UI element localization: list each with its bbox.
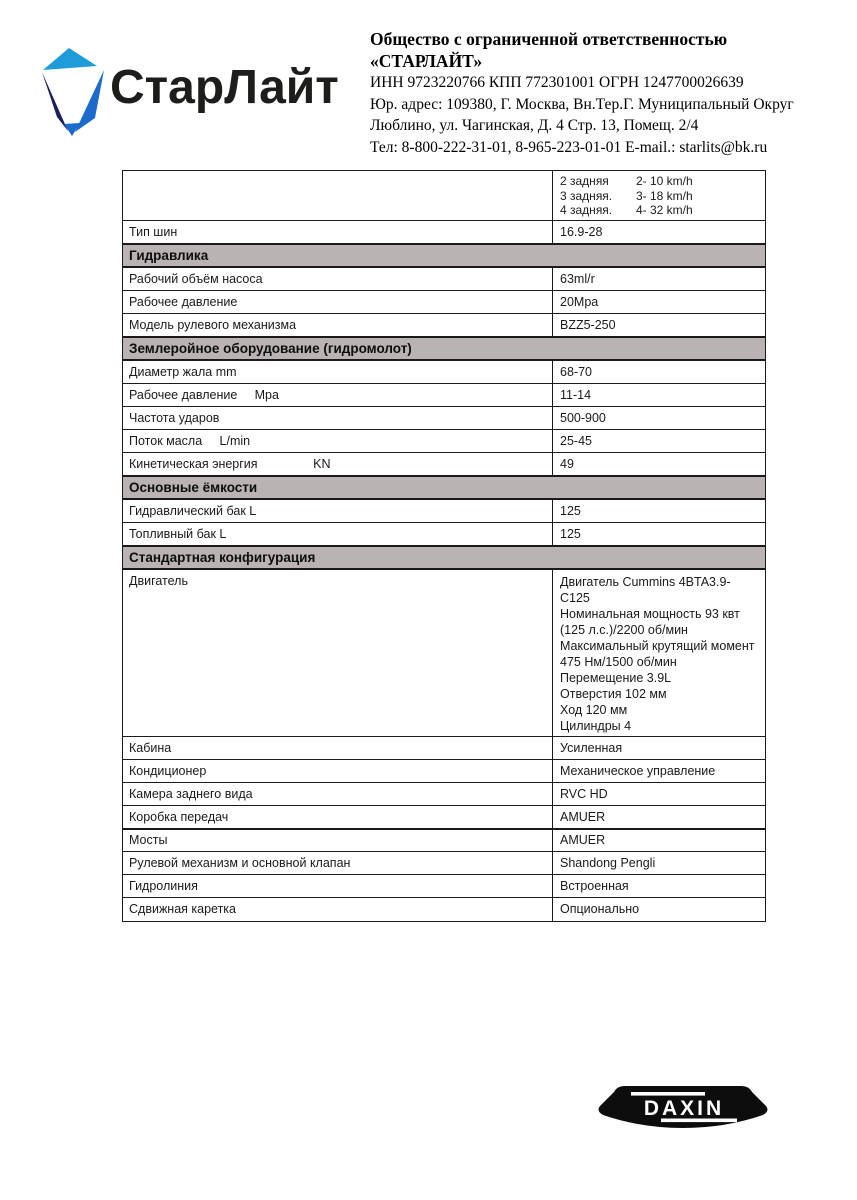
- spec-label: Модель рулевого механизма: [123, 314, 553, 336]
- spec-value-line: Цилиндры 4: [560, 718, 632, 733]
- table-row: [123, 314, 765, 337]
- spec-value: Встроенная: [560, 878, 629, 893]
- spec-value: 63ml/r: [560, 271, 595, 286]
- spec-value: [553, 570, 765, 736]
- speed-value: 2- 10 km/h: [636, 174, 693, 188]
- spec-label: Рабочий объём насоса: [123, 268, 553, 290]
- spec-value: Усиленная: [560, 740, 623, 755]
- company-address-line1: Юр. адрес: 109380, Г. Москва, Вн.Тер.Г. Муниципальный Округ: [370, 95, 794, 113]
- table-section-row: [123, 476, 765, 500]
- spec-value: Опционально: [560, 902, 640, 917]
- daxin-brand-text: DAXIN: [643, 1097, 725, 1120]
- spec-label: Коробка передач: [123, 806, 553, 828]
- company-contacts: Тел: 8-800-222-31-01, 8-965-223-01-01 E-mail.: starlits@bk.ru: [370, 138, 768, 156]
- gear-label: 2 задняя: [560, 174, 609, 188]
- spec-label: Рабочее давление: [123, 291, 553, 313]
- table-row: [123, 268, 765, 291]
- spec-value: AMUER: [560, 833, 606, 848]
- table-row: [123, 898, 765, 921]
- daxin-top-bar: [631, 1092, 705, 1096]
- spec-value-line: Максимальный крутящий момент 475 Нм/1500 об/мин: [560, 638, 755, 669]
- table-row: [123, 852, 765, 875]
- spec-label: Кабина: [123, 737, 553, 759]
- spec-label: Диаметр жала mm: [123, 361, 553, 383]
- gear-speed-line: [560, 174, 693, 189]
- gem-right-facet: [75, 70, 104, 132]
- table-row: [123, 361, 765, 384]
- table-row: [123, 829, 765, 852]
- spec-label: Кинетическая энергия KN: [123, 453, 553, 475]
- spec-value: RVC HD: [560, 786, 608, 801]
- spec-value-line: Перемещение 3.9L: [560, 670, 672, 685]
- section-title: Гидравлика: [129, 247, 209, 263]
- spec-value: 125: [560, 503, 581, 518]
- table-row: [123, 806, 765, 829]
- table-row: [123, 407, 765, 430]
- spec-label: Топливный бак L: [123, 523, 553, 545]
- spec-value: Shandong Pengli: [560, 855, 656, 870]
- spec-value: 125: [560, 526, 581, 541]
- spec-value: Механическое управление: [560, 763, 716, 778]
- spec-value-line: Двигатель Cummins 4BTA3.9-C125: [560, 574, 731, 605]
- spec-label: Мосты: [123, 830, 553, 851]
- spec-label: Тип шин: [123, 221, 553, 243]
- table-section-row: [123, 546, 765, 570]
- table-row: [123, 453, 765, 476]
- spec-value: [553, 171, 765, 220]
- table-row: [123, 500, 765, 523]
- spec-value-line: Номинальная мощность 93 квт (125 л.с.)/2200 об/мин: [560, 606, 740, 637]
- gear-label: 3 задняя.: [560, 188, 613, 203]
- spec-label: Гидролиния: [123, 875, 553, 897]
- table-row: [123, 737, 765, 760]
- spec-table: [122, 170, 766, 922]
- table-row: [123, 291, 765, 314]
- logo-wordmark: СтарЛайт: [110, 61, 339, 114]
- spec-label: Гидравлический бак L: [123, 500, 553, 522]
- table-row: [123, 760, 765, 783]
- table-row: [123, 875, 765, 898]
- table-section-row: [123, 244, 765, 268]
- table-section-row: [123, 337, 765, 361]
- gear-speed-line: [560, 203, 693, 218]
- spec-value-line: Ход 120 мм: [560, 702, 628, 717]
- spec-label: Рабочее давление Mpa: [123, 384, 553, 406]
- spec-label: Кондиционер: [123, 760, 553, 782]
- speed-value: 4- 32 km/h: [636, 203, 693, 218]
- gear-label: 4 задняя.: [560, 203, 613, 218]
- spec-label: Камера заднего вида: [123, 783, 553, 805]
- spec-value: 25-45: [560, 433, 592, 448]
- table-row: [123, 523, 765, 546]
- spec-label: Частота ударов: [123, 407, 553, 429]
- table-row: [123, 221, 765, 244]
- spec-value-line: Отверстия 102 мм: [560, 686, 667, 701]
- spec-value: BZZ5-250: [560, 317, 616, 332]
- spec-value: AMUER: [560, 809, 606, 824]
- company-info-block: [370, 28, 840, 158]
- spec-value: 500-900: [560, 410, 606, 425]
- gem-left-facet: [42, 72, 68, 131]
- table-row: [123, 384, 765, 407]
- company-registration: ИНН 9723220766 КПП 772301001 ОГРН 1247700026639: [370, 74, 744, 91]
- table-row: [123, 171, 765, 221]
- starlight-gem-logo-icon: [42, 44, 106, 137]
- spec-label: Сдвижная каретка: [123, 898, 553, 921]
- spec-value: 68-70: [560, 364, 592, 379]
- spec-label: Двигатель: [123, 570, 553, 736]
- spec-value: 20Mpa: [560, 294, 599, 309]
- table-row: [123, 783, 765, 806]
- section-title: Стандартная конфигурация: [129, 549, 316, 565]
- section-title: Землеройное оборудование (гидромолот): [129, 340, 412, 356]
- spec-label: Поток масла L/min: [123, 430, 553, 452]
- speed-value: 3- 18 km/h: [636, 188, 693, 203]
- company-name-line2: «СТАРЛАЙТ»: [370, 51, 483, 71]
- company-address-line2: Люблино, ул. Чагинская, Д. 4 Стр. 13, Помещ. 2/4: [370, 117, 699, 135]
- table-row: [123, 570, 765, 737]
- spec-label: [123, 171, 553, 220]
- table-row: [123, 430, 765, 453]
- gear-speed-line: [560, 189, 693, 204]
- spec-value: 49: [560, 456, 574, 471]
- spec-value: 11-14: [560, 387, 592, 402]
- spec-value: 16.9-28: [560, 224, 603, 239]
- spec-label: Рулевой механизм и основной клапан: [123, 852, 553, 874]
- daxin-brand-badge: [597, 1084, 769, 1130]
- company-name-line1: Общество с ограниченной ответственностью: [370, 29, 728, 49]
- gem-top-facet: [43, 48, 97, 70]
- section-title: Основные ёмкости: [129, 479, 258, 495]
